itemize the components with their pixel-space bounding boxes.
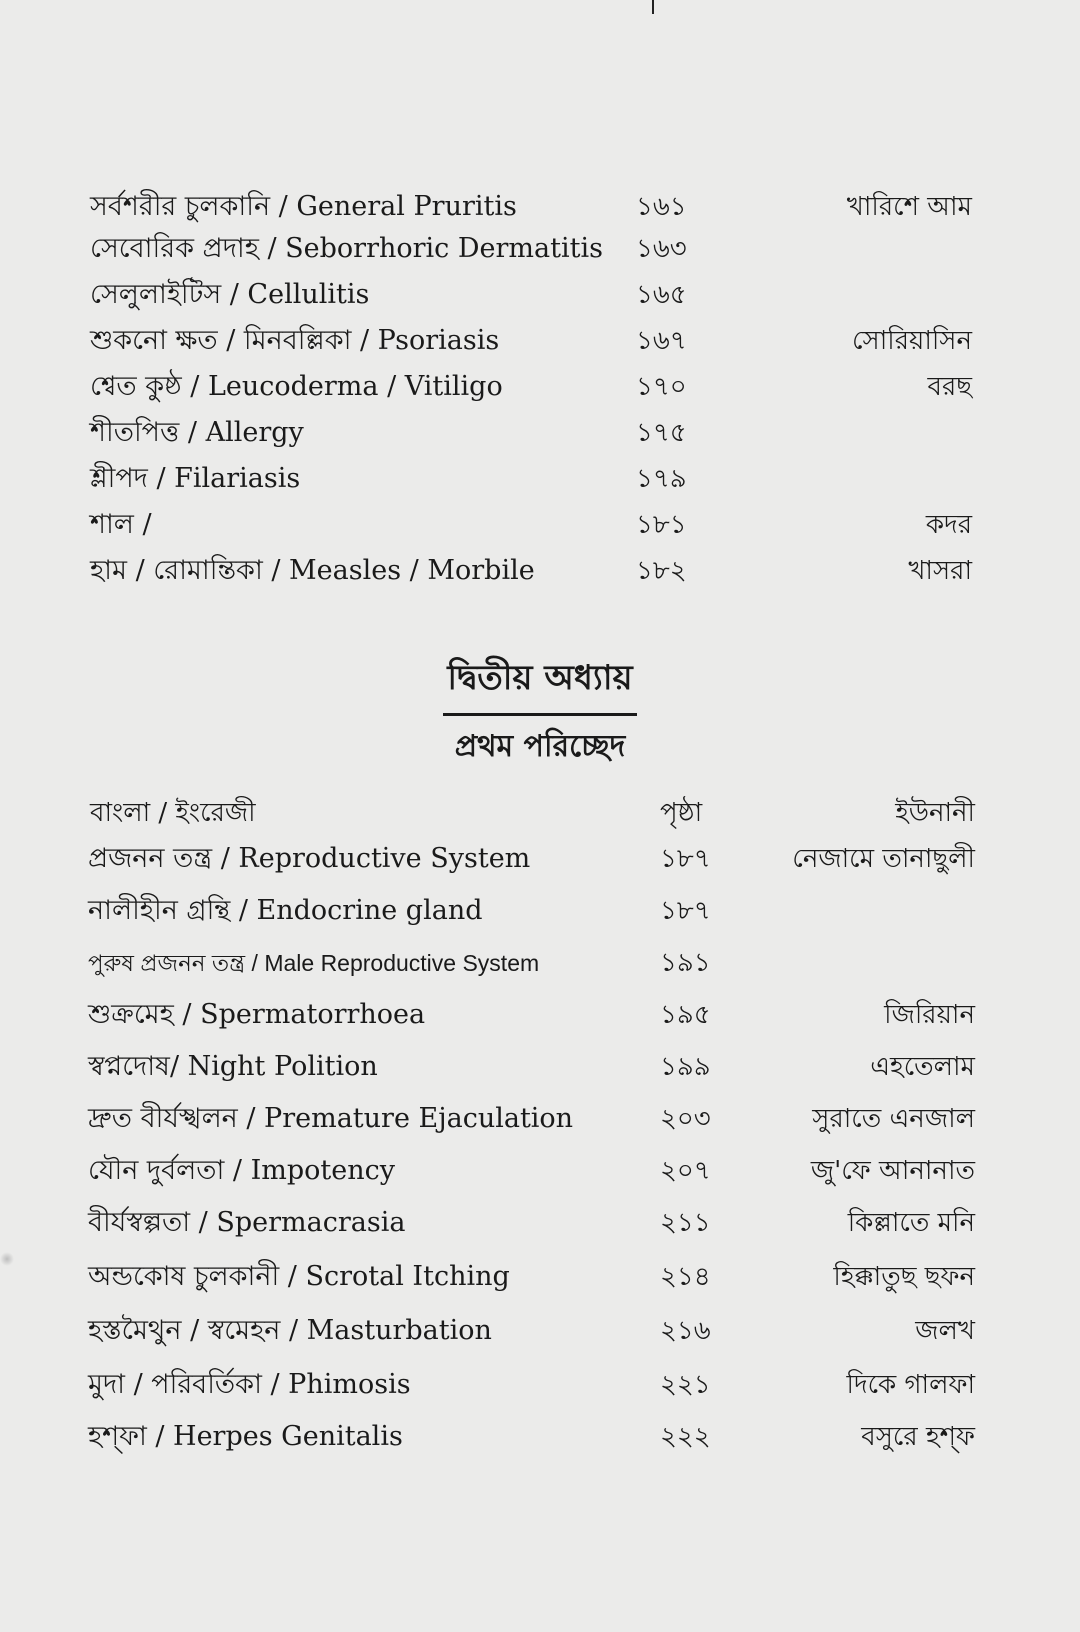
unani-term: বসুরে হশ্ফ bbox=[861, 1422, 975, 1452]
term-label: সেলুলাইটিস / Cellulitis bbox=[90, 279, 370, 310]
page-number: ১৯৯ bbox=[660, 1052, 711, 1082]
term-label: অন্ডকোষ চুলকানী / Scrotal Itching bbox=[88, 1261, 510, 1292]
page-number: ২২২ bbox=[660, 1422, 711, 1452]
index-row bbox=[0, 838, 1080, 882]
index-row bbox=[0, 458, 1080, 502]
index-row bbox=[0, 1416, 1080, 1460]
unani-term: নেজামে তানাছুলী bbox=[792, 844, 975, 874]
term-label: প্রজনন তন্ত্র / Reproductive System bbox=[88, 843, 531, 874]
index-row bbox=[0, 320, 1080, 364]
chapter-title-text: দ্বিতীয় অধ্যায় bbox=[443, 652, 636, 716]
term-label: শ্বেত কুষ্ঠ / Leucoderma / Vitiligo bbox=[90, 371, 503, 402]
index-row bbox=[0, 890, 1080, 934]
page-number: ১৬৩ bbox=[636, 234, 687, 264]
chapter-title bbox=[0, 652, 1080, 716]
index-row bbox=[0, 1098, 1080, 1142]
page-number: ২১৬ bbox=[660, 1316, 711, 1346]
term-label: স্বপ্নদোষ/ Night Polition bbox=[88, 1051, 378, 1082]
page-number: ২১১ bbox=[660, 1208, 711, 1238]
term-label: শীতপিত্ত / Allergy bbox=[90, 417, 304, 448]
unani-term: কদর bbox=[925, 510, 972, 540]
index-row bbox=[0, 1310, 1080, 1354]
page-number: ১৭৫ bbox=[636, 418, 687, 448]
term-label: শুকনো ক্ষত / মিনবল্লিকা / Psoriasis bbox=[90, 325, 500, 356]
page-top-mark bbox=[652, 0, 654, 14]
unani-term: হিক্কাতুছ ছফন bbox=[833, 1262, 975, 1292]
page-number: ১৬৫ bbox=[636, 280, 687, 310]
page-number: ১৭৯ bbox=[636, 464, 687, 494]
unani-term: জু'ফে আনানাত bbox=[810, 1156, 975, 1186]
header-page: পৃষ্ঠা bbox=[660, 798, 703, 828]
index-row bbox=[0, 1256, 1080, 1300]
term-label: পুরুষ প্রজনন তন্ত্র / Male Reproductive System bbox=[88, 950, 540, 976]
term-label: শুক্রমেহ / Spermatorrhoea bbox=[88, 999, 426, 1030]
page-number: ২০৩ bbox=[660, 1104, 711, 1134]
header-unani: ইউনানী bbox=[895, 798, 975, 828]
index-row bbox=[0, 274, 1080, 318]
index-row bbox=[0, 994, 1080, 1038]
column-header bbox=[0, 792, 1080, 832]
page-number: ১৯৫ bbox=[660, 1000, 711, 1030]
index-row bbox=[0, 550, 1080, 594]
page-number: ২২১ bbox=[660, 1370, 711, 1400]
unani-term: জিরিয়ান bbox=[884, 1000, 975, 1030]
unani-term: বরছ bbox=[927, 372, 972, 402]
page-number: ১৬১ bbox=[636, 192, 687, 222]
index-row bbox=[0, 228, 1080, 272]
term-label: হাম / রোমান্তিকা / Measles / Morbile bbox=[90, 555, 535, 586]
term-label: শ্লীপদ / Filariasis bbox=[90, 463, 301, 494]
index-row bbox=[0, 1364, 1080, 1408]
page-number: ১৬৭ bbox=[636, 326, 687, 356]
page-number: ২১৪ bbox=[660, 1262, 711, 1292]
term-label: হস্তমৈথুন / স্বমেহন / Masturbation bbox=[88, 1315, 492, 1346]
index-row bbox=[0, 412, 1080, 456]
index-row bbox=[0, 1150, 1080, 1194]
page-number: ১৮৭ bbox=[660, 844, 711, 874]
index-row bbox=[0, 186, 1080, 230]
term-label: সর্বশরীর চুলকানি / General Pruritis bbox=[90, 191, 517, 222]
term-label: মুদা / পরিবর্তিকা / Phimosis bbox=[88, 1369, 411, 1400]
page-number: ১৮২ bbox=[636, 556, 687, 586]
term-label: নালীহীন গ্রন্থি / Endocrine gland bbox=[88, 895, 483, 926]
unani-term: খাসরা bbox=[908, 556, 972, 586]
unani-term: সুরাতে এনজাল bbox=[812, 1104, 975, 1134]
header-term: বাংলা / ইংরেজী bbox=[90, 798, 256, 828]
unani-term: দিকে গালফা bbox=[846, 1370, 975, 1400]
index-row bbox=[0, 504, 1080, 548]
page-number: ১৮৭ bbox=[660, 896, 711, 926]
term-label: হশ্ফা / Herpes Genitalis bbox=[88, 1421, 403, 1452]
term-label: সেবোরিক প্রদাহ / Seborrhoric Dermatitis bbox=[90, 233, 603, 264]
term-label: বীর্যস্বল্পতা / Spermacrasia bbox=[88, 1207, 406, 1238]
unani-term: এহতেলাম bbox=[870, 1052, 975, 1082]
term-label: শাল / bbox=[90, 509, 152, 540]
index-row bbox=[0, 366, 1080, 410]
index-row bbox=[0, 1046, 1080, 1090]
unani-term: জলখ bbox=[915, 1316, 975, 1346]
unani-term: সোরিয়াসিন bbox=[852, 326, 972, 356]
page-number: ১৮১ bbox=[636, 510, 687, 540]
page-number: ২০৭ bbox=[660, 1156, 711, 1186]
section-title: প্রথম পরিচ্ছেদ bbox=[454, 729, 626, 764]
term-label: যৌন দুর্বলতা / Impotency bbox=[88, 1155, 396, 1186]
unani-term: খারিশে আম bbox=[846, 192, 972, 222]
page-number: ১৭০ bbox=[636, 372, 687, 402]
index-row bbox=[0, 942, 1080, 986]
term-label: দ্রুত বীর্যস্খলন / Premature Ejaculation bbox=[88, 1103, 574, 1134]
page-number: ১৯১ bbox=[660, 948, 711, 978]
index-row bbox=[0, 1202, 1080, 1246]
unani-term: কিল্লাতে মনি bbox=[847, 1208, 975, 1238]
